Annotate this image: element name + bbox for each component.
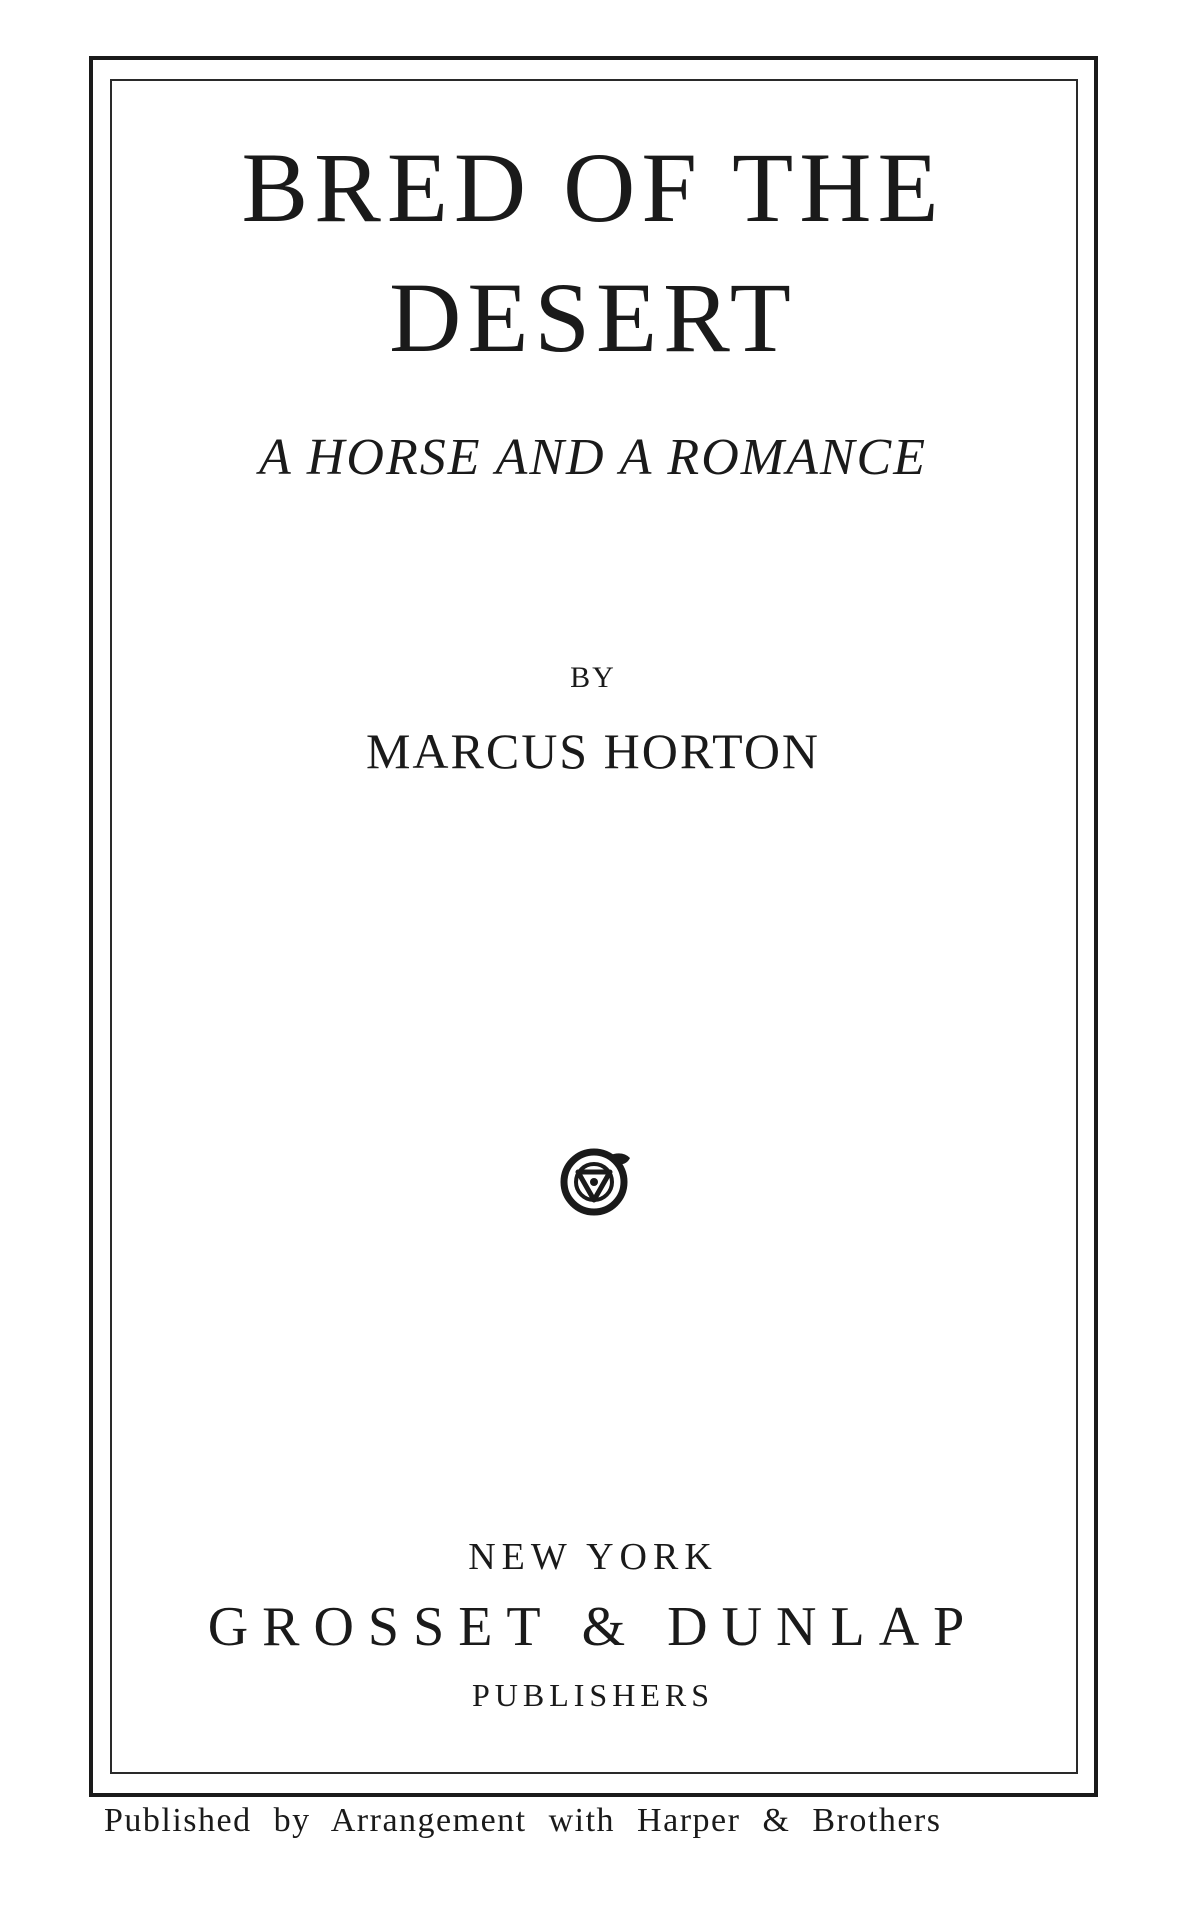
book-subtitle: A HORSE AND A ROMANCE [259, 429, 927, 486]
publication-place: NEW YORK [468, 1536, 718, 1578]
by-label: BY [570, 661, 616, 694]
book-title-line-2: DESERT [389, 262, 797, 373]
publisher-device-icon [556, 1142, 636, 1216]
author-name: MARCUS HORTON [365, 723, 821, 779]
publishers-label: PUBLISHERS [471, 1677, 715, 1713]
publisher-name: GROSSET & DUNLAP [207, 1596, 979, 1658]
arrangement-note: Published by Arrangement with Harper & Brothers [104, 1802, 942, 1839]
book-title-line-1: BRED OF THE [241, 132, 945, 243]
